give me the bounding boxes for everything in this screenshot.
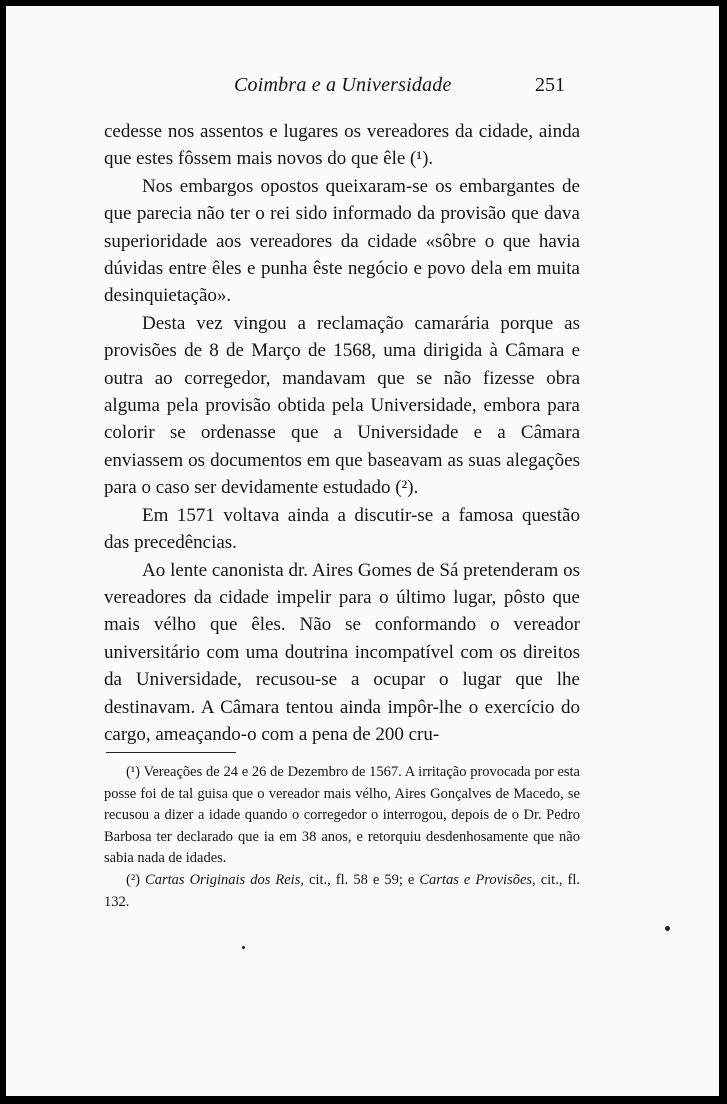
footnote-1: (¹) Vereações de 24 e 26 de Dezembro de 1567. A irritação provocada por esta posse foi de tal guisa que o vereador mais vélho, Aires Gonçalves de Macedo, se recusou a dizer a idade quando o corregedor o interrogou, depois de o Dr. Pedro Barbosa ter declarado que ia em 38 anos, e retorquiu desdenhosamente que não sabia nada de idades. [104,764,580,867]
footnote-2 [104,870,580,913]
footnote-divider [106,752,236,753]
paragraph: Nos embargos opostos queixaram-se os embargantes de que parecia não ter o rei sido informado da provisão que dava superioridade aos vereadores da cidade «sôbre o que havia dúvidas entre êles e punha êste negócio e povo dela em muita desinquietação». [104,175,580,307]
footnotes [104,762,580,913]
source-reference: cit., fl. 58 e 59; e [303,871,420,888]
paragraph: cedesse nos assentos e lugares os vereadores da cidade, ainda que estes fôssem mais novos do que êle (¹). [104,121,580,170]
paragraph: Em 1571 voltava ainda a discutir-se a famosa questão das precedências. [104,504,580,554]
page-header [6,70,719,100]
running-title: Coimbra e a Universidade [234,74,452,96]
book-page [6,6,719,1096]
body-text [104,118,580,748]
page-number: 251 [535,74,565,96]
scan-speck [665,926,670,931]
paragraph: Ao lente canonista dr. Aires Gomes de Sá pretenderam os vereadores da cidade impelir para o último lugar, pôsto que mais vélho que êles. Não se conformando o vereador universitário com uma doutrina incompatível com os direitos da Universidade, recusou-se a ocupar o lugar que lhe destinavam. A Câmara tentou ainda impôr-lhe o exercício do cargo, ameaçando-o com a pena de 200 cru- [104,559,580,745]
footnote-marker: (²) [126,871,146,888]
scan-speck [242,946,245,949]
source-title: Cartas Originais dos Reis, [145,871,304,888]
source-reference: cit., fl. 132. [104,871,580,910]
paragraph: Desta vez vingou a reclamação camarária porque as provisões de 8 de Março de 1568, uma dirigida à Câmara e outra ao corregedor, mandavam que se não fizesse obra alguma pela provisão obtida pela Universidade, embora para colorir se ordenasse que a Universidade e a Câmara enviassem os documentos em que baseavam as suas alegações para o caso ser devidamente estudado (²). [104,312,580,499]
source-title: Cartas e Provisões, [419,871,536,888]
